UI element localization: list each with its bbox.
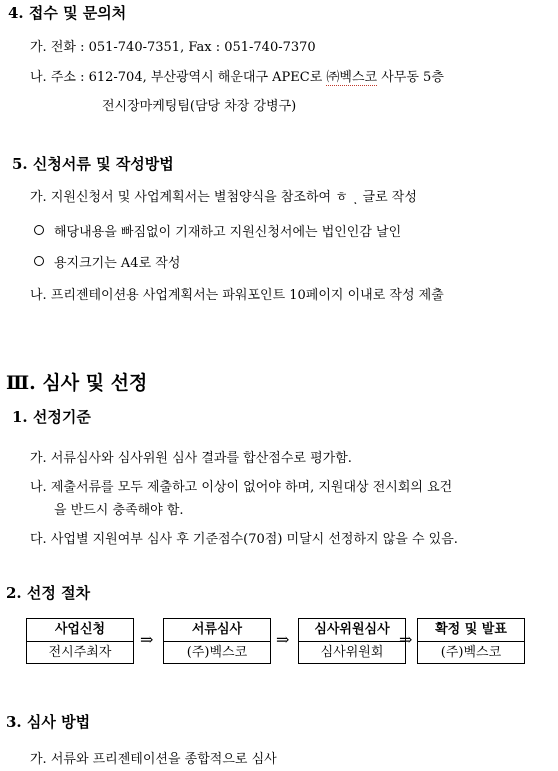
flow-step-title: 사업신청	[27, 619, 133, 642]
address-line	[30, 66, 444, 85]
section-5-item-ga: 가. 지원신청서 및 사업계획서는 별첨양식을 참조하여 ㅎ ͺ 글로 작성	[30, 190, 417, 205]
criteria-title: 1. 선정기준	[12, 408, 91, 426]
section-5-item-na: 나. 프리젠테이션용 사업계획서는 파워포인트 10페이지 이내로 작성 제출	[30, 288, 444, 303]
address-company: ㈜벡스코	[326, 70, 378, 85]
flow-step-actor: (주)벡스코	[440, 645, 502, 660]
criteria-da: 다. 사업별 지원여부 심사 후 기준점수(70점) 미달시 선정하지 않을 수 있음.	[30, 532, 458, 547]
flow-step-title: 확정 및 발표	[418, 619, 524, 642]
address-suffix: 사무동 5층	[377, 70, 444, 85]
method-title: 3. 심사 방법	[6, 713, 91, 731]
criteria-ga: 가. 서류심사와 심사위원 심사 결과를 합산점수로 평가함.	[30, 451, 352, 466]
criteria-na-line-1: 나. 제출서류를 모두 제출하고 이상이 없어야 하며, 지원대상 전시회의 요건	[30, 480, 453, 495]
selection-flowchart	[26, 618, 526, 668]
address-line-2: 전시장마케팅팀(담당 차장 강병구)	[102, 99, 297, 114]
circle-bullet-icon	[34, 256, 44, 266]
bullet-2-text: 용지크기는 A4로 작성	[54, 256, 181, 271]
part-3-title: Ⅲ. 심사 및 선정	[6, 372, 148, 394]
flow-step-application	[26, 618, 134, 664]
section-5-bullet-1	[34, 221, 401, 240]
circle-bullet-icon	[34, 225, 44, 235]
flow-step-announcement	[417, 618, 525, 664]
flow-step-title: 심사위원심사	[299, 619, 405, 642]
right-double-arrow-icon: ⇒	[276, 630, 290, 649]
flow-step-actor: 전시주최자	[48, 645, 112, 660]
bullet-1-text: 해당내용을 빠짐없이 기재하고 지원신청서에는 법인인감 날인	[54, 225, 402, 240]
right-double-arrow-icon: ⇒	[140, 630, 154, 649]
flow-step-document-review	[163, 618, 271, 664]
right-double-arrow-icon: ⇒	[399, 630, 413, 649]
flow-step-committee-review	[298, 618, 406, 664]
section-5-title: 5. 신청서류 및 작성방법	[12, 155, 174, 173]
section-5-bullet-2	[34, 252, 180, 271]
flow-step-actor: (주)벡스코	[186, 645, 248, 660]
section-4-title: 4. 접수 및 문의처	[8, 4, 127, 22]
method-ga: 가. 서류와 프리젠테이션을 종합적으로 심사	[30, 752, 277, 767]
flow-step-actor: 심사위원회	[320, 645, 384, 660]
flow-step-title: 서류심사	[164, 619, 270, 642]
address-prefix: 나. 주소 : 612-704, 부산광역시 해운대구 APEC로	[30, 70, 327, 85]
criteria-na-line-2: 을 반드시 충족해야 함.	[54, 503, 184, 518]
phone-line: 가. 전화 : 051-740-7351, Fax : 051-740-7370	[30, 40, 316, 55]
procedure-title: 2. 선정 절차	[6, 584, 91, 602]
